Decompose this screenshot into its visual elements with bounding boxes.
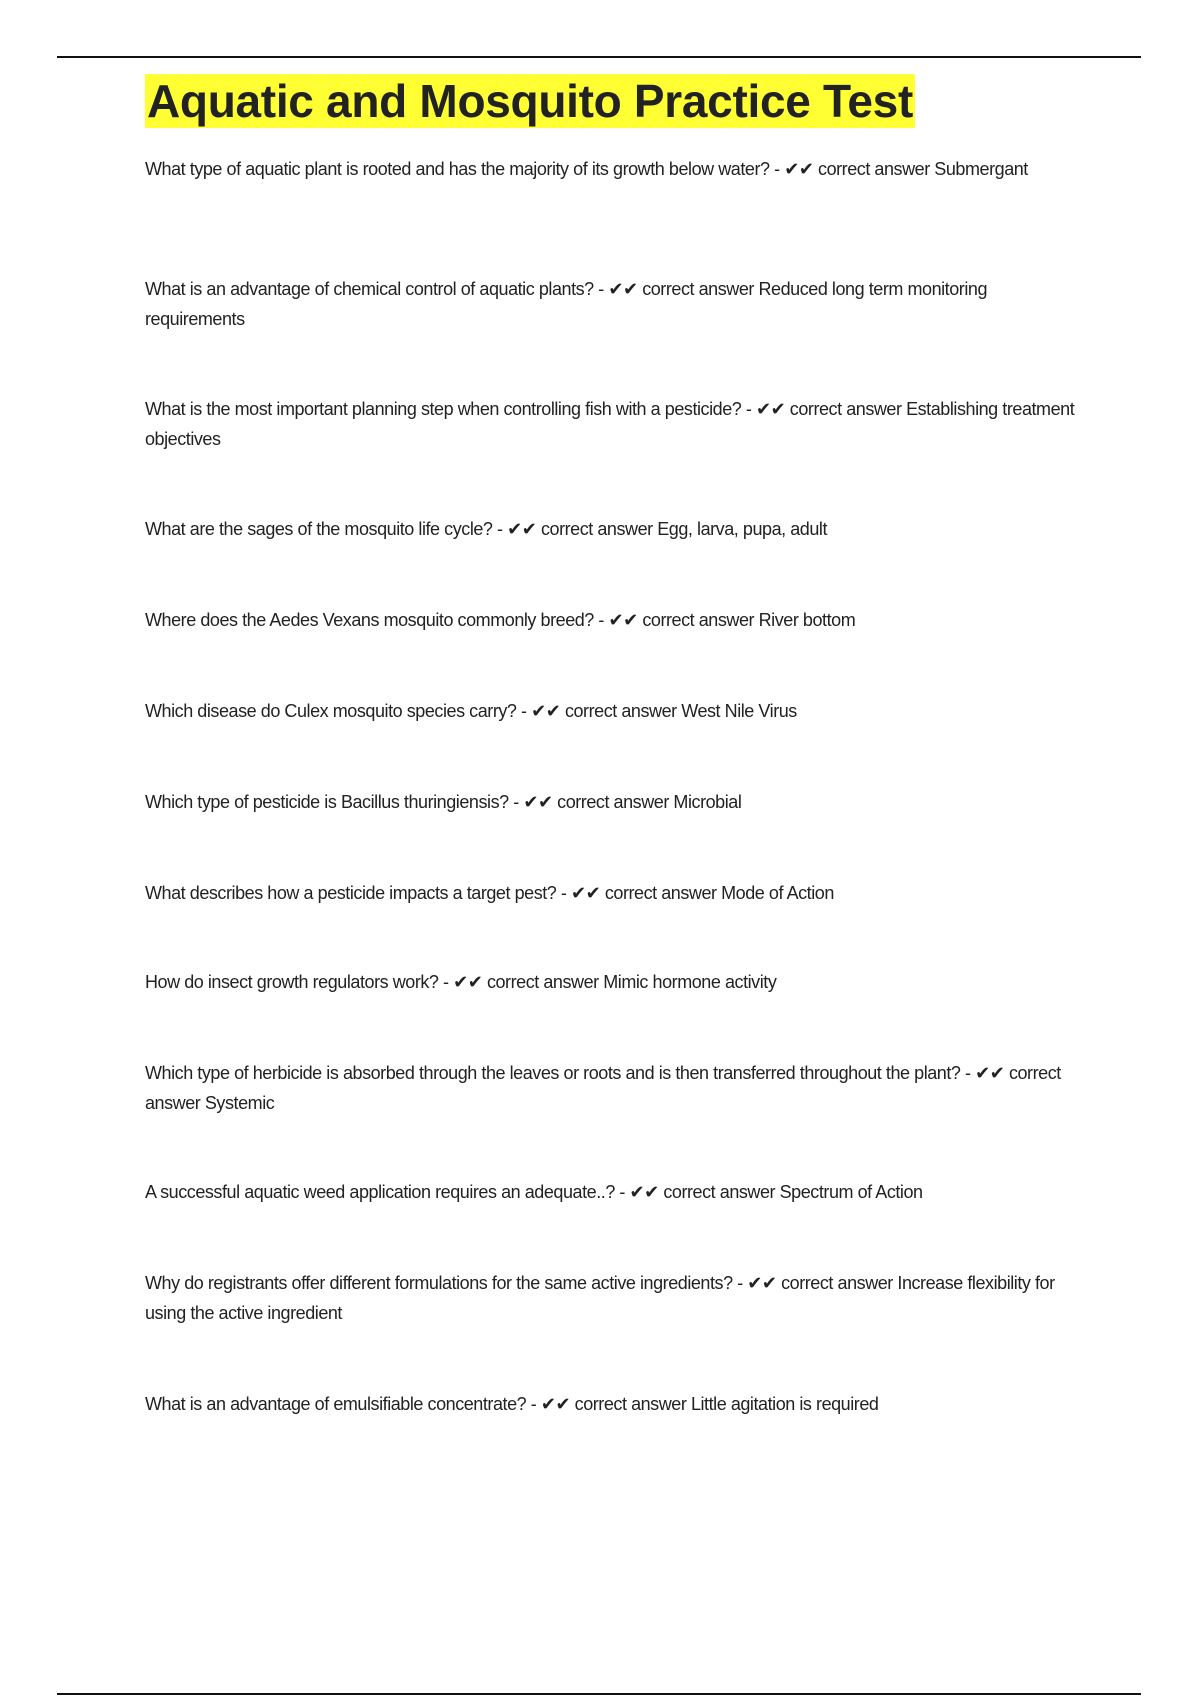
qa-item: A successful aquatic weed application requires an adequate..? - ✔✔ correct answer Spectrum of Action [145, 1182, 923, 1202]
qa-item: How do insect growth regulators work? - ✔✔ correct answer Mimic hormone activity [145, 972, 777, 992]
qa-item: Which disease do Culex mosquito species carry? - ✔✔ correct answer West Nile Virus [145, 701, 797, 721]
qa-item: What describes how a pesticide impacts a target pest? - ✔✔ correct answer Mode of Action [145, 883, 834, 903]
qa-item: What is the most important planning step when controlling fish with a pesticide? - ✔✔ correct answer Establishing treatment objectives [145, 399, 1075, 449]
qa-item: Where does the Aedes Vexans mosquito commonly breed? - ✔✔ correct answer River bottom [145, 610, 856, 630]
qa-item: What are the sages of the mosquito life cycle? - ✔✔ correct answer Egg, larva, pupa, adult [145, 519, 828, 539]
footer-rule [57, 1693, 1141, 1695]
qa-item: What is an advantage of emulsifiable concentrate? - ✔✔ correct answer Little agitation is required [145, 1394, 879, 1414]
qa-item: Why do registrants offer different formulations for the same active ingredients? - ✔✔ correct answer Increase flexibility for using the active ingredient [145, 1273, 1055, 1323]
qa-item: Which type of pesticide is Bacillus thuringiensis? - ✔✔ correct answer Microbial [145, 792, 742, 812]
qa-item: What type of aquatic plant is rooted and has the majority of its growth below water? - ✔✔ correct answer Submergant [145, 159, 1028, 179]
header-rule [57, 56, 1141, 58]
page-title: Aquatic and Mosquito Practice Test [147, 75, 913, 127]
qa-item: What is an advantage of chemical control of aquatic plants? - ✔✔ correct answer Reduced long term monitoring requirements [145, 279, 988, 329]
qa-item: Which type of herbicide is absorbed through the leaves or roots and is then transferred throughout the plant? - ✔✔ correct answer Systemic [145, 1063, 1061, 1113]
